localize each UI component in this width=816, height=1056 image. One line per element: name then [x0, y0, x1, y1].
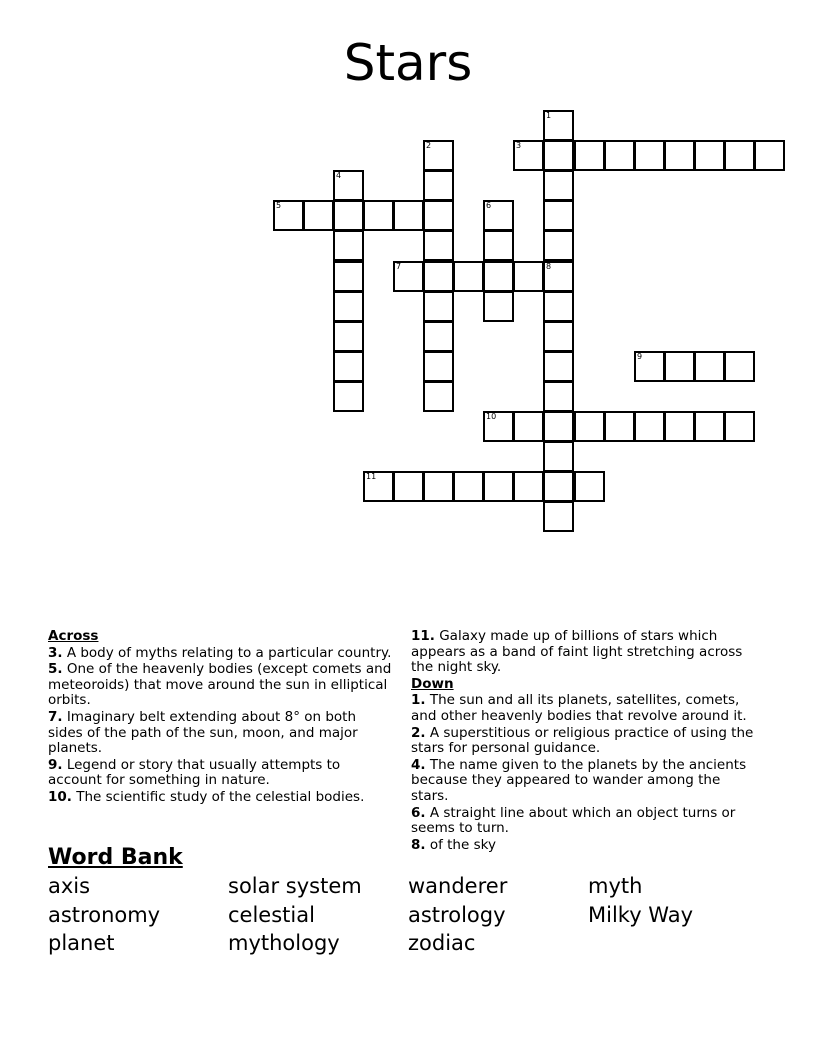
- grid-cell[interactable]: [543, 140, 574, 171]
- grid-cell[interactable]: [574, 411, 605, 442]
- grid-cell[interactable]: [453, 471, 484, 502]
- cell-number: 10: [486, 412, 497, 421]
- cell-number: 11: [366, 472, 377, 481]
- grid-cell[interactable]: [423, 381, 454, 412]
- across-clue: [411, 629, 756, 676]
- grid-cell[interactable]: [604, 140, 635, 171]
- grid-cell[interactable]: [333, 351, 364, 382]
- clue-text: of the sky: [425, 836, 496, 853]
- grid-cell[interactable]: [513, 411, 544, 442]
- grid-cell[interactable]: [333, 261, 364, 292]
- across-clue: [48, 662, 393, 709]
- clue-text: A body of myths relating to a particular country.: [62, 644, 392, 661]
- cell-number: 4: [336, 171, 342, 180]
- clue-text: The name given to the planets by the ancients because they appeared to wander among the stars.: [411, 756, 747, 804]
- grid-cell[interactable]: [423, 321, 454, 352]
- grid-cell[interactable]: [483, 471, 514, 502]
- grid-cell[interactable]: [634, 351, 665, 382]
- cell-number: 5: [276, 201, 282, 210]
- grid-cell[interactable]: [333, 381, 364, 412]
- clue-number: 1.: [411, 692, 426, 709]
- clues-column-left: [48, 628, 393, 806]
- grid-cell[interactable]: [333, 291, 364, 322]
- cell-number: 2: [426, 141, 432, 150]
- down-clue: [411, 838, 756, 854]
- cell-number: 1: [546, 111, 552, 120]
- grid-cell[interactable]: [333, 321, 364, 352]
- cell-number: 7: [396, 262, 402, 271]
- across-clue: [48, 790, 393, 806]
- grid-cell[interactable]: [543, 261, 574, 292]
- clue-number: 9.: [48, 756, 63, 773]
- grid-cell[interactable]: [423, 170, 454, 201]
- grid-cell[interactable]: [333, 200, 364, 231]
- across-clue-list: [48, 646, 393, 806]
- down-clue: [411, 693, 756, 724]
- grid-cell[interactable]: [543, 411, 574, 442]
- word-bank-item: celestial: [228, 902, 315, 927]
- grid-cell[interactable]: [483, 200, 514, 231]
- grid-cell[interactable]: [273, 200, 304, 231]
- clue-number: 2.: [411, 724, 426, 741]
- grid-cell[interactable]: [513, 140, 544, 171]
- grid-cell[interactable]: [543, 200, 574, 231]
- clue-text: One of the heavenly bodies (except comets and meteoroids) that move around the sun in elliptical orbits.: [48, 661, 392, 709]
- word-bank-title: Word Bank: [48, 845, 183, 870]
- page-title: Stars: [343, 34, 473, 92]
- grid-cell[interactable]: [634, 411, 665, 442]
- grid-cell[interactable]: [333, 230, 364, 261]
- grid-cell[interactable]: [724, 140, 755, 171]
- clue-number: 8.: [411, 836, 426, 853]
- cell-number: 6: [486, 201, 492, 210]
- grid-cell[interactable]: [453, 261, 484, 292]
- grid-cell[interactable]: [664, 411, 695, 442]
- clue-number: 3.: [48, 644, 63, 661]
- across-clue-list-continued: [411, 629, 756, 676]
- across-clue: [48, 758, 393, 789]
- grid-cell[interactable]: [513, 261, 544, 292]
- grid-cell[interactable]: [513, 471, 544, 502]
- down-clue: [411, 806, 756, 837]
- grid-cell[interactable]: [483, 291, 514, 322]
- grid-cell[interactable]: [543, 351, 574, 382]
- down-heading: Down: [411, 675, 454, 692]
- word-bank-item: myth: [588, 874, 643, 898]
- down-clue-list: [411, 693, 756, 853]
- clue-text: A superstitious or religious practice of using the stars for personal guidance.: [411, 724, 754, 757]
- down-clue: [411, 726, 756, 757]
- word-bank-item: planet: [48, 931, 115, 955]
- grid-cell[interactable]: [423, 291, 454, 322]
- grid-cell[interactable]: [483, 261, 514, 292]
- word-bank-item: Milky Way: [588, 902, 694, 927]
- clue-text: Legend or story that usually attempts to account for something in nature.: [48, 756, 341, 789]
- across-clue: [48, 710, 393, 757]
- grid-cell[interactable]: [604, 411, 635, 442]
- grid-cell[interactable]: [724, 351, 755, 382]
- grid-cell[interactable]: [483, 230, 514, 261]
- grid-cell[interactable]: [543, 381, 574, 412]
- clue-text: The sun and all its planets, satellites, comets, and other heavenly bodies that revolve around it.: [411, 692, 747, 724]
- grid-cell[interactable]: [543, 321, 574, 352]
- grid-cell[interactable]: [363, 200, 394, 231]
- clue-number: 4.: [411, 756, 426, 773]
- grid-cell[interactable]: [333, 170, 364, 201]
- grid-cell[interactable]: [393, 261, 424, 292]
- grid-cell[interactable]: [423, 471, 454, 502]
- grid-cell[interactable]: [543, 230, 574, 261]
- clue-text: Galaxy made up of billions of stars which appears as a band of faint light stretching across the night sky.: [411, 628, 743, 676]
- grid-cell[interactable]: [754, 140, 785, 171]
- across-heading: Across: [48, 628, 99, 644]
- grid-cell[interactable]: [393, 200, 424, 231]
- clue-text: A straight line about which an object turns or seems to turn.: [411, 804, 736, 837]
- word-bank-item: axis: [48, 874, 91, 898]
- grid-cell[interactable]: [543, 110, 574, 141]
- clue-number: 10.: [48, 788, 72, 805]
- grid-cell[interactable]: [724, 411, 755, 442]
- word-bank-item: astronomy: [48, 902, 161, 927]
- grid-cell[interactable]: [543, 170, 574, 201]
- grid-cell[interactable]: [543, 441, 574, 472]
- grid-cell[interactable]: [694, 351, 725, 382]
- word-bank-item: mythology: [228, 931, 340, 955]
- clue-number: 6.: [411, 804, 426, 821]
- word-bank-item: zodiac: [408, 931, 476, 955]
- grid-cell[interactable]: [423, 200, 454, 231]
- down-clue: [411, 758, 756, 805]
- clue-text: The scientific study of the celestial bodies.: [71, 788, 365, 805]
- grid-cell[interactable]: [543, 291, 574, 322]
- cell-number: 9: [637, 352, 643, 361]
- grid-cell[interactable]: [574, 140, 605, 171]
- grid-cell[interactable]: [393, 471, 424, 502]
- clue-text: Imaginary belt extending about 8° on both sides of the path of the sun, moon, and major planets.: [48, 708, 358, 757]
- clues-column-right: [411, 628, 756, 853]
- word-bank-item: solar system: [228, 874, 362, 898]
- clue-number: 11.: [411, 628, 435, 644]
- grid-cell[interactable]: [694, 411, 725, 442]
- grid-cell[interactable]: [303, 200, 334, 231]
- grid-cell[interactable]: [664, 140, 695, 171]
- grid-cell[interactable]: [423, 261, 454, 292]
- cell-number: 8: [546, 262, 552, 271]
- across-clue: [48, 646, 393, 662]
- word-bank-item: wanderer: [408, 874, 508, 898]
- grid-cell[interactable]: [423, 351, 454, 382]
- grid-cell[interactable]: [483, 411, 514, 442]
- grid-cell[interactable]: [363, 471, 394, 502]
- grid-cell[interactable]: [664, 351, 695, 382]
- grid-cell[interactable]: [694, 140, 725, 171]
- grid-cell[interactable]: [423, 140, 454, 171]
- clue-number: 7.: [48, 708, 63, 725]
- grid-cell[interactable]: [543, 501, 574, 532]
- grid-cell[interactable]: [543, 471, 574, 502]
- grid-cell[interactable]: [423, 230, 454, 261]
- grid-cell[interactable]: [574, 471, 605, 502]
- cell-number: 3: [516, 141, 522, 150]
- grid-cell[interactable]: [634, 140, 665, 171]
- word-bank-item: astrology: [408, 902, 506, 927]
- clue-number: 5.: [48, 661, 63, 678]
